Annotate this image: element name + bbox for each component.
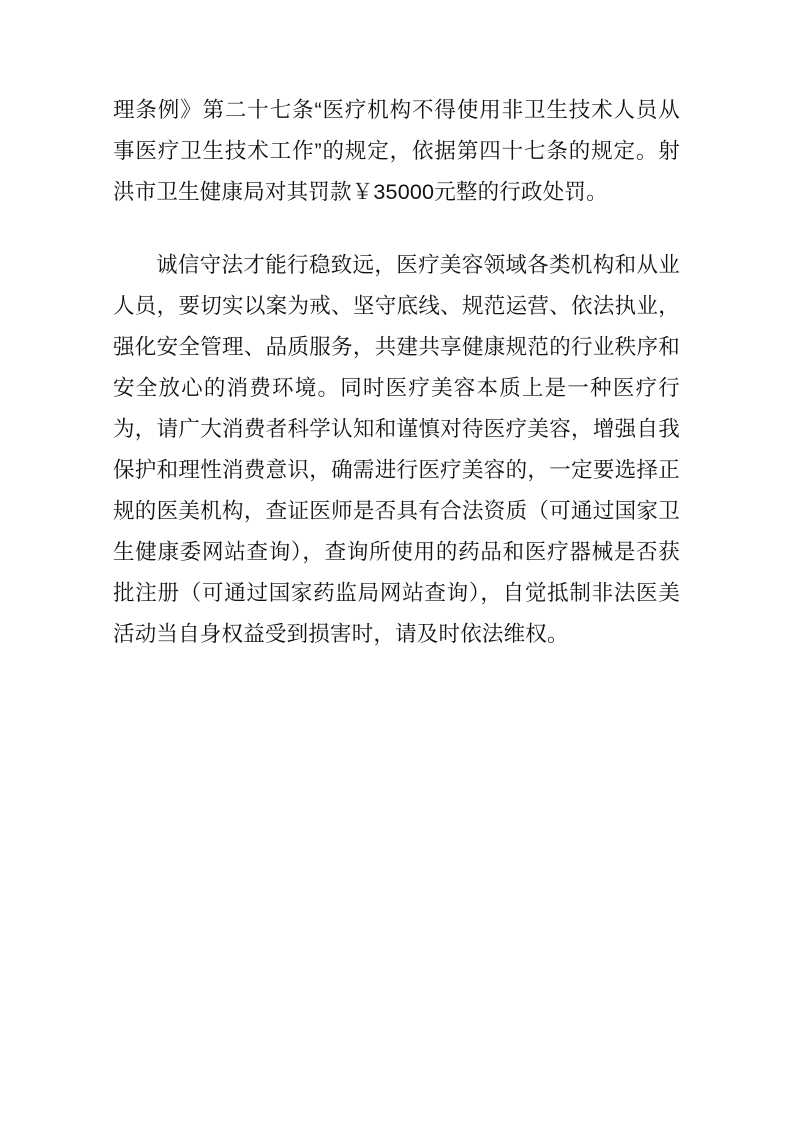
paragraph-1: 理条例》第二十七条“医疗机构不得使用非卫生技术人员从事医疗卫生技术工作”的规定，依据第四十七条的规定。射洪市卫生健康局对其罚款￥35000元整的行政处罚。	[113, 98, 680, 204]
document-body	[113, 90, 680, 655]
paragraph-2: 诚信守法才能行稳致远，医疗美容领域各类机构和从业人员，要切实以案为戒、坚守底线、规范运营、依法执业，强化安全管理、品质服务，共建共享健康规范的行业秩序和安全放心的消费环境。同时医疗美容本质上是一种医疗行为，请广大消费者科学认知和谨慎对待医疗美容，增强自我保护和理性消费意识，确需进行医疗美容的，一定要选择正规的医美机构，查证医师是否具有合法资质（可通过国家卫生健康委网站查询），查询所使用的药品和医疗器械是否获批注册（可通过国家药监局网站查询），自觉抵制非法医美活动当自身权益受到损害时，请及时依法维权。	[113, 253, 680, 646]
